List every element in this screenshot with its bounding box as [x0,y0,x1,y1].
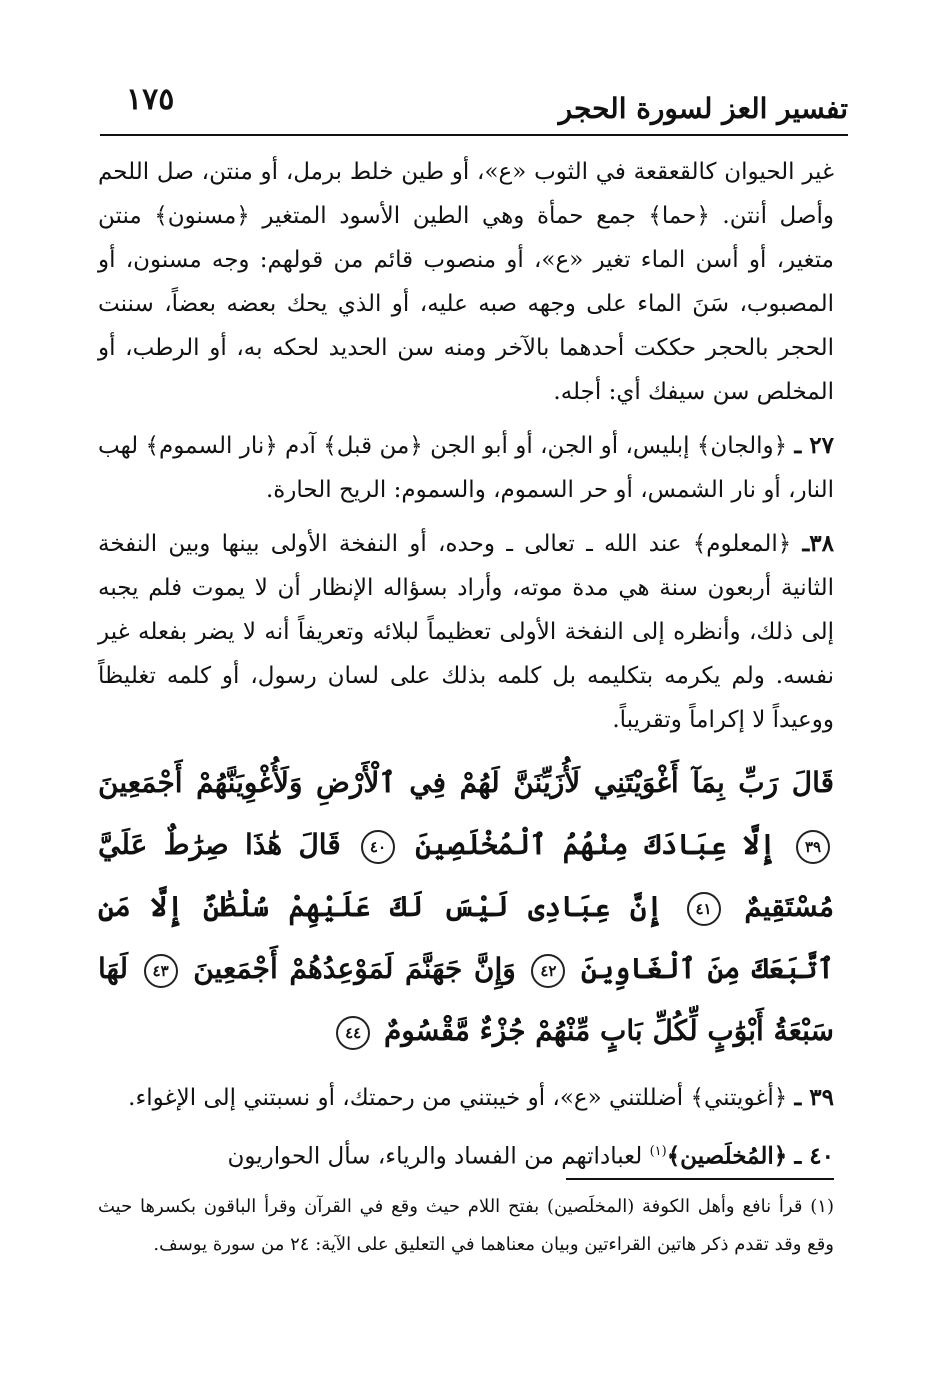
verse-number: ٣٩ ـ [794,1084,834,1111]
main-text [98,150,834,1189]
paragraph [98,150,834,414]
footnote-rule [566,1178,834,1180]
ayah-number-marker: ٤٤ [336,1016,370,1050]
ayah-number-marker: ٤٠ [361,830,395,864]
quran-text: قَالَ رَبِّ بِمَآ أَغْوَيْتَنِي لَأُزَيِّنَنَّ لَهُمْ فِي ٱلْأَرْضِ وَلَأُغْوِيَنَّهُمْ أَجْمَعِينَ [98,766,834,799]
quoted-term: ﴿المُخلَصين﴾ [666,1142,788,1170]
verse-number: ٣٨ـ [802,530,835,557]
quran-text: إِنَّ عِبَادِى لَيْسَ لَكَ عَلَيْهِمْ سُلْطَٰنٌ إِلَّا مَنِ ٱتَّبَعَكَ مِنَ ٱلْغَاوِينَ [98,890,834,985]
footnote-text: (١) قرأ نافع وأهل الكوفة (المخلَصين) بفتح اللام حيث وقع في القرآن وقرأ الباقون بكسرها حيث وقع وقد تقدم ذكر هاتين القراءتين وبيان معناهما في التعليق على الآية: ٢٤ من سورة يوسف. [98,1196,834,1255]
paragraph-text: لعباداتهم من الفساد والرياء، سأل الحواريون [227,1143,650,1170]
ayah-number-marker: ٣٩ [796,830,830,864]
paragraph-text: غير الحيوان كالقعقعة في الثوب «ع»، أو طين خلط برمل، أو منتن، صل اللحم وأصل أنتن. ﴿حما﴾ جمع حمأة وهي الطين الأسود المتغير ﴿مسنون﴾ منتن متغير، أو أسن الماء تغير «ع»، أو منصوب قائم من قولهم: وجه مسنون، أو المصبوب، سَنَ الماء على وجهه صبه عليه، أو الذي يحك بعضه بعضاً، سننت الحجر بالحجر حككت أحدهما بالآخر ومنه سن الحديد لحكه به، أو الرطب، أو المخلص سن سيفك أي: أجله. [98,159,834,405]
running-title: تفسير العز لسورة الحجر [558,92,848,125]
commentary-38 [98,522,834,742]
quran-text: قَالَ هَٰذَا صِرَٰطٌ عَلَيَّ مُسْتَقِيمٌ [98,828,834,923]
header-rule [100,134,848,136]
verse-number: ٢٧ ـ [794,432,835,459]
ayah-number-marker: ٤١ [687,892,721,926]
footnote [98,1188,834,1264]
footnote-reference[interactable]: (١) [649,1144,667,1159]
page-header [112,78,848,130]
ayah-number-marker: ٤٢ [531,954,565,988]
paragraph-text: ﴿المعلوم﴾ عند الله ـ تعالى ـ وحده، أو النفخة الأولى بينها وبين النفخة الثانية أربعون سنة هي مدة موته، وأراد بسؤاله الإنظار أن لا يموت فلم يجبه إلى ذلك، وأنظره إلى النفخة الأولى تعظيماً لبلائه وتعريفاً أنه لا يضر بفعله غير نفسه. ولم يكرمه بتكليمه بل كلمه بذلك على لسان رسول، أو كلمه تغليظاً ووعيداً لا إكراماً وتقريباً. [98,531,834,733]
commentary-40 [98,1130,834,1179]
quran-text: إِلَّا عِبَادَكَ مِنْهُمُ ٱلْمُخْلَصِينَ [415,828,776,861]
quran-passage [98,752,834,1062]
commentary-39 [98,1076,834,1120]
paragraph-text: ﴿والجان﴾ إبليس، أو الجن، أو أبو الجن ﴿من قبل﴾ آدم ﴿نار السموم﴾ لهب النار، أو نار الشمس، أو حر السموم، والسموم: الريح الحارة. [98,433,834,503]
paragraph-text: ﴿أغويتني﴾ أضللتني «ع»، أو خيبتني من رحمتك، أو نسبتني إلى الإغواء. [128,1085,788,1111]
page-number: ١٧٥ [126,82,175,117]
ayah-number-marker: ٤٣ [144,954,178,988]
quran-text: لَهَا سَبْعَةُ أَبْوَٰبٍ لِّكُلِّ بَابٍ مِّنْهُمْ جُزْءٌ مَّقْسُومٌ [98,952,834,1047]
quran-text: وَإِنَّ جَهَنَّمَ لَمَوْعِدُهُمْ أَجْمَعِينَ [193,952,516,985]
commentary-27 [98,424,834,512]
verse-number: ٤٠ ـ [794,1142,834,1170]
